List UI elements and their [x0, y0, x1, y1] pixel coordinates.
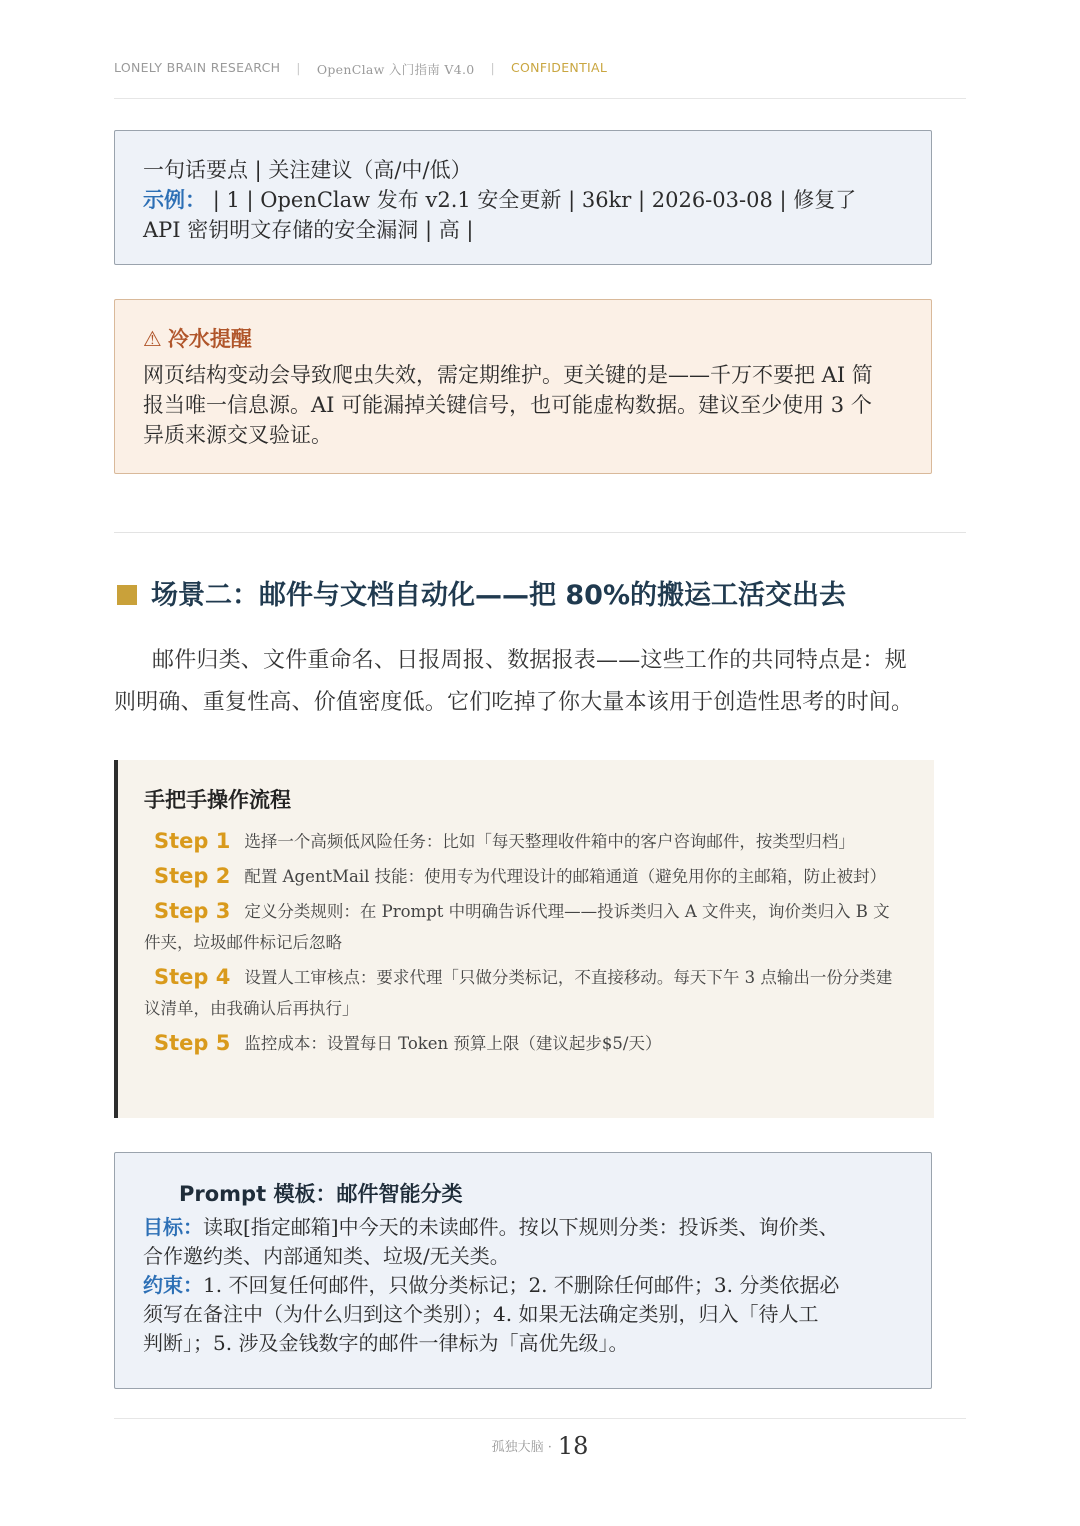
- step-item: [144, 861, 906, 892]
- warning-line: 网页结构变动会导致爬虫失效，需定期维护。更关键的是——千万不要把 AI 简: [143, 363, 873, 387]
- step-label: Step 5: [154, 1031, 231, 1055]
- section-heading-text: 场景二：邮件与文档自动化——把 80%的搬运工活交出去: [151, 580, 847, 611]
- steps-title: 手把手操作流程: [144, 788, 291, 812]
- step-label: Step 3: [154, 899, 231, 923]
- example-line: [143, 185, 903, 215]
- step-label: Step 2: [154, 864, 231, 888]
- warning-triangle-icon: ⚠: [143, 327, 162, 351]
- step-text: 选择一个高频低风险任务：比如「每天整理收件箱中的客户咨询邮件，按类型归档」: [244, 832, 855, 851]
- header-separator: |: [490, 60, 495, 75]
- step-item: [144, 962, 906, 1024]
- step-text: 定义分类规则：在 Prompt 中明确告诉代理——投诉类归入 A 文件夹，询价类归入 B 文件夹，垃圾邮件标记后忽略: [144, 902, 890, 952]
- warning-title-row: [143, 324, 903, 354]
- section-paragraph: [114, 640, 974, 724]
- section-divider: [114, 532, 966, 533]
- example-box: [114, 130, 932, 265]
- step-item: [144, 1028, 906, 1059]
- goal-text: 读取[指定邮箱]中今天的未读邮件。按以下规则分类：投诉类、询价类、: [203, 1215, 839, 1239]
- step-label: Step 1: [154, 829, 231, 853]
- prompt-goal-line: [143, 1213, 903, 1242]
- prompt-template-box: [114, 1152, 932, 1389]
- warning-callout: [114, 299, 932, 474]
- constraint-text: 1. 不回复任何邮件，只做分类标记；2. 不删除任何邮件；3. 分类依据必: [203, 1273, 840, 1297]
- goal-text-2: 合作邀约类、内部通知类、垃圾/无关类。: [143, 1244, 510, 1268]
- example-header-line: 一句话要点 | 关注建议（高/中/低）: [143, 158, 472, 182]
- constraint-label: 约束：: [143, 1273, 203, 1297]
- header-doc-title: OpenClaw 入门指南 V4.0: [316, 62, 475, 77]
- header-confidential: CONFIDENTIAL: [511, 60, 608, 75]
- step-label: Step 4: [154, 965, 231, 989]
- example-label: 示例：: [143, 188, 206, 212]
- prompt-constraint-line: [143, 1271, 903, 1300]
- warning-line: 报当唯一信息源。AI 可能漏掉关键信号，也可能虚构数据。建议至少使用 3 个: [143, 393, 872, 417]
- constraint-text-3: 判断」；5. 涉及金钱数字的邮件一律标为「高优先级」。: [143, 1331, 629, 1355]
- section-heading: [117, 578, 846, 614]
- paragraph-line: 则明确、重复性高、价值密度低。它们吃掉了你大量本该用于创造性思考的时间。: [114, 690, 914, 715]
- header-brand: LONELY BRAIN RESEARCH: [114, 60, 281, 75]
- steps-panel: [114, 760, 934, 1118]
- prompt-title: Prompt 模板：邮件智能分类: [179, 1182, 463, 1206]
- page-header: [114, 60, 966, 99]
- footer-divider: [114, 1418, 966, 1419]
- warning-line: 异质来源交叉验证。: [143, 423, 332, 447]
- step-item: [144, 826, 906, 857]
- paragraph-line: 邮件归类、文件重命名、日报周报、数据报表——这些工作的共同特点是：规: [152, 648, 907, 673]
- goal-label: 目标：: [143, 1215, 203, 1239]
- heading-square-icon: [117, 585, 137, 605]
- warning-title: 冷水提醒: [167, 327, 252, 351]
- example-text-2: API 密钥明文存储的安全漏洞 | 高 |: [143, 218, 474, 242]
- example-text-1: | 1 | OpenClaw 发布 v2.1 安全更新 | 36kr | 2026-03-08 | 修复了: [212, 188, 857, 212]
- page-footer: [0, 1432, 1080, 1460]
- step-text: 监控成本：设置每日 Token 预算上限（建议起步$5/天）: [244, 1034, 662, 1053]
- header-separator: |: [296, 60, 301, 75]
- constraint-text-2: 须写在备注中（为什么归到这个类别）；4. 如果无法确定类别，归入「待人工: [143, 1302, 819, 1326]
- step-item: [144, 896, 906, 958]
- step-text: 设置人工审核点：要求代理「只做分类标记，不直接移动。每天下午 3 点输出一份分类建议清单，由我确认后再执行」: [144, 968, 893, 1018]
- step-text: 配置 AgentMail 技能：使用专为代理设计的邮箱通道（避免用你的主邮箱，防止被封）: [244, 867, 887, 886]
- page-number: 18: [557, 1432, 589, 1460]
- footer-author: 孤独大脑 ·: [491, 1440, 552, 1455]
